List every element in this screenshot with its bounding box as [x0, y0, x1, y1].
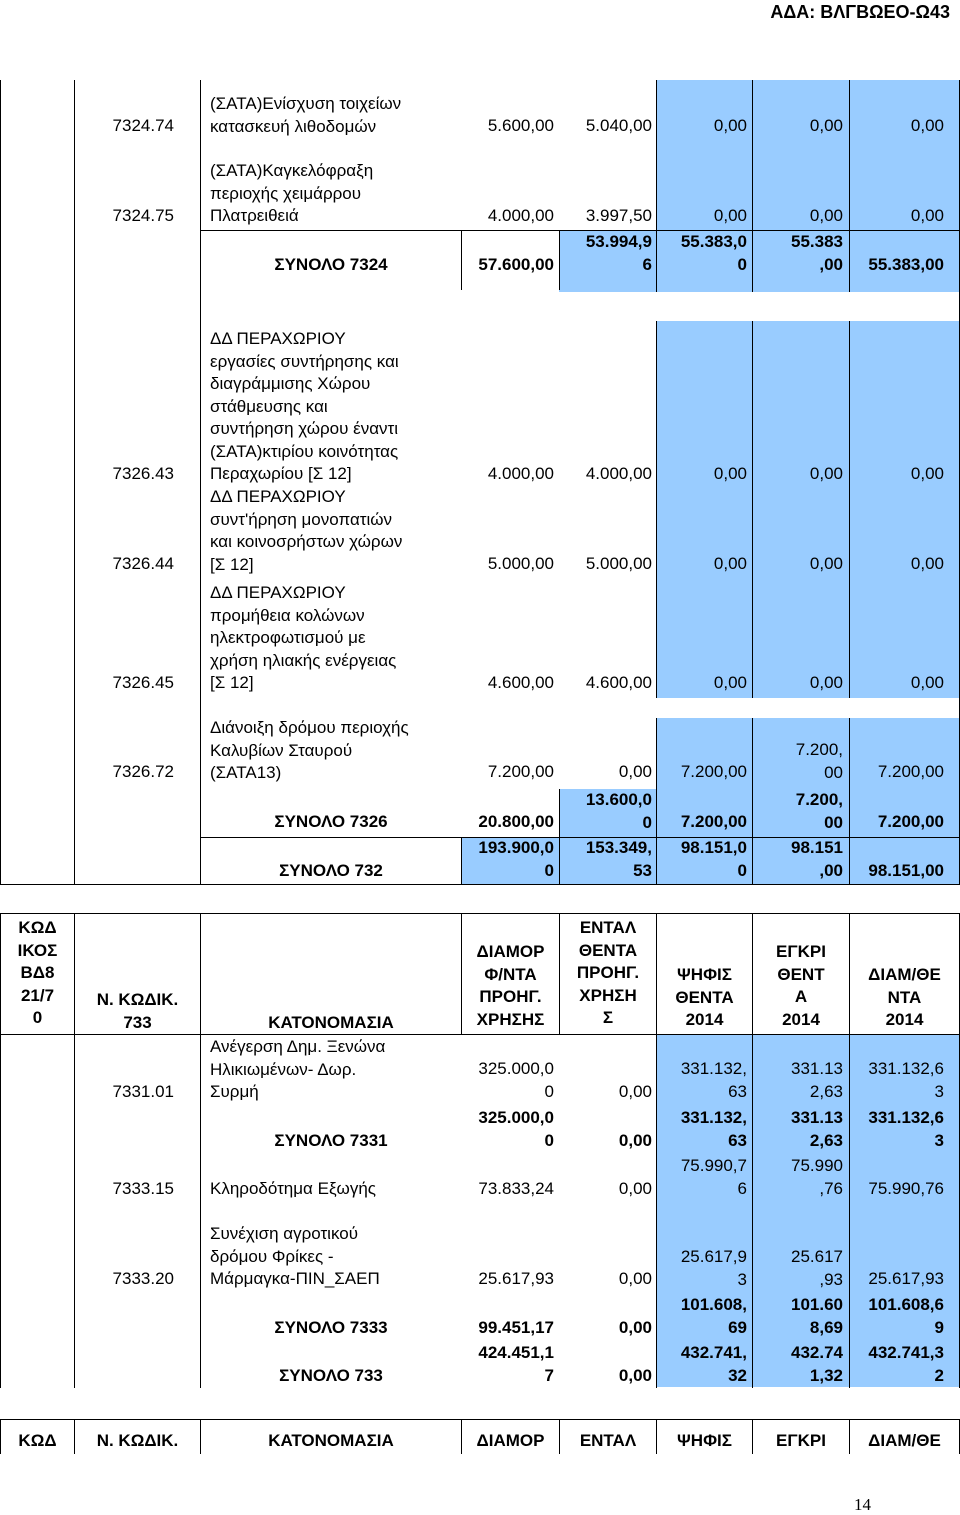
- code-cell: 7326.44: [112, 554, 174, 573]
- column-header: ΚΩΔ: [18, 1431, 57, 1450]
- value-cell: 98.151,00: [868, 861, 944, 880]
- total-label: ΣΥΝΟΛΟ 732: [279, 861, 383, 880]
- value-cell: 7.200,00: [680, 762, 747, 781]
- value-cell: 7.200,00: [680, 812, 747, 831]
- value-cell: 5.000,00: [585, 554, 652, 573]
- value-cell: 432.741, 32: [680, 1343, 747, 1385]
- code-cell: 7324.75: [112, 206, 174, 225]
- value-cell: 75.990,76: [868, 1179, 944, 1198]
- value-cell: 4.000,00: [585, 464, 652, 483]
- value-cell: 0,00: [713, 206, 747, 225]
- value-cell: 55.383,00: [868, 255, 944, 274]
- value-cell: 331.132,6 3: [868, 1108, 944, 1150]
- value-cell: 325.000,0 0: [478, 1059, 554, 1101]
- value-cell: 4.000,00: [487, 464, 554, 483]
- value-cell: 0,00: [809, 464, 843, 483]
- value-cell: 0,00: [713, 464, 747, 483]
- column-header: ΕΝΤΑΛ: [579, 1431, 637, 1450]
- value-cell: 7.200, 00: [795, 740, 843, 782]
- value-cell: 99.451,17: [478, 1318, 554, 1337]
- code-cell: 7333.20: [112, 1269, 174, 1288]
- total-label: ΣΥΝΟΛΟ 733: [279, 1366, 383, 1385]
- value-cell: 0,00: [910, 464, 944, 483]
- value-cell: 331.132, 63: [680, 1108, 747, 1150]
- value-cell: 13.600,0 0: [585, 790, 652, 832]
- value-cell: 5.600,00: [487, 116, 554, 135]
- value-cell: 53.994,9 6: [585, 232, 652, 274]
- value-cell: 331.132, 63: [680, 1059, 747, 1101]
- value-cell: 98.151 ,00: [791, 838, 843, 880]
- subtotal-label: ΣΥΝΟΛΟ 7331: [274, 1131, 388, 1150]
- value-cell: 3.997,50: [585, 206, 652, 225]
- column-header: ΨΗΦΙΣ ΘΕΝΤΑ 2014: [675, 965, 734, 1029]
- value-cell: 5.040,00: [585, 116, 652, 135]
- value-cell: 424.451,1 7: [478, 1343, 554, 1385]
- value-cell: 0,00: [809, 116, 843, 135]
- code-cell: 7333.15: [112, 1179, 174, 1198]
- value-cell: 101.608,6 9: [868, 1295, 944, 1337]
- subtotal-label: ΣΥΝΟΛΟ 7333: [274, 1318, 388, 1337]
- value-cell: 0,00: [713, 116, 747, 135]
- value-cell: 0,00: [910, 206, 944, 225]
- value-cell: 0,00: [618, 1318, 652, 1337]
- code-cell: 7324.74: [112, 116, 174, 135]
- value-cell: 0,00: [809, 673, 843, 692]
- value-cell: 7.200,00: [877, 812, 944, 831]
- code-cell: 7326.72: [112, 762, 174, 781]
- name-cell: Συνέχιση αγροτικού δρόμου Φρίκες - Μάρμαγκα-ΠΙΝ_ΣΑΕΠ: [210, 1224, 380, 1288]
- column-header: ΨΗΦΙΣ: [677, 1431, 732, 1450]
- value-cell: 0,00: [713, 554, 747, 573]
- value-cell: 7.200,00: [487, 762, 554, 781]
- column-header: ΔΙΑΜ/ΘΕ: [868, 1431, 941, 1450]
- column-header: ΔΙΑΜΟΡ: [476, 1431, 545, 1450]
- value-cell: 20.800,00: [478, 812, 554, 831]
- column-header: Ν. ΚΩΔΙΚ.: [96, 1431, 179, 1450]
- ada-header: ΑΔΑ: ΒΛΓΒΩΕΟ-Ω43: [770, 2, 950, 22]
- value-cell: 98.151,0 0: [680, 838, 747, 880]
- value-cell: 0,00: [618, 1131, 652, 1150]
- name-cell: Διάνοιξη δρόμου περιοχής Καλυβίων Σταυρού (ΣΑΤΑ13): [210, 718, 409, 782]
- value-cell: 57.600,00: [478, 255, 554, 274]
- subtotal-label: ΣΥΝΟΛΟ 7326: [274, 812, 388, 831]
- value-cell: 331.132,6 3: [868, 1059, 944, 1101]
- value-cell: 55.383,0 0: [680, 232, 747, 274]
- column-header: Ν. ΚΩΔΙΚ. 733: [96, 990, 179, 1032]
- value-cell: 0,00: [910, 673, 944, 692]
- value-cell: 0,00: [910, 116, 944, 135]
- name-cell: (ΣΑΤΑ)Ενίσχυση τοιχείων κατασκευή λιθοδομών: [210, 94, 402, 136]
- value-cell: 5.000,00: [487, 554, 554, 573]
- value-cell: 25.617 ,93: [791, 1247, 843, 1289]
- name-cell: ΔΔ ΠΕΡΑΧΩΡΙΟΥ συντ'ήρηση μονοπατιών και κοινοσρήστων χώρων [Σ 12]: [210, 487, 403, 574]
- column-header: ΔΙΑΜ/ΘΕ ΝΤΑ 2014: [868, 965, 941, 1029]
- code-cell: 7326.45: [112, 673, 174, 692]
- value-cell: 25.617,93: [478, 1269, 554, 1288]
- value-cell: 55.383 ,00: [791, 232, 843, 274]
- value-cell: 325.000,0 0: [478, 1108, 554, 1150]
- value-cell: 0,00: [910, 554, 944, 573]
- value-cell: 432.741,3 2: [868, 1343, 944, 1385]
- value-cell: 153.349, 53: [585, 838, 652, 880]
- value-cell: 7.200,00: [877, 762, 944, 781]
- page-number: 14: [854, 1495, 871, 1514]
- value-cell: 0,00: [809, 554, 843, 573]
- value-cell: 4.600,00: [487, 673, 554, 692]
- value-cell: 0,00: [618, 1179, 652, 1198]
- value-cell: 0,00: [809, 206, 843, 225]
- value-cell: 4.000,00: [487, 206, 554, 225]
- column-header: ΚΑΤΟΝΟΜΑΣΙΑ: [268, 1013, 394, 1032]
- value-cell: 7.200, 00: [795, 790, 843, 832]
- name-cell: Κληροδότημα Εξωγής: [210, 1179, 376, 1198]
- value-cell: 0,00: [618, 1082, 652, 1101]
- value-cell: 0,00: [618, 1269, 652, 1288]
- name-cell: ΔΔ ΠΕΡΑΧΩΡΙΟΥ εργασίες συντήρησης και διαγράμμισης Χώρου στάθμευσης και συντήρηση χώρου έναντι (ΣΑΤΑ)κτιρίου κοινότητας Περαχωρίου [Σ 12]: [210, 329, 399, 483]
- value-cell: 0,00: [618, 762, 652, 781]
- value-cell: 75.990 ,76: [791, 1156, 843, 1198]
- value-cell: 193.900,0 0: [478, 838, 554, 880]
- value-cell: 75.990,7 6: [680, 1156, 747, 1198]
- code-cell: 7331.01: [112, 1082, 174, 1101]
- value-cell: 0,00: [618, 1366, 652, 1385]
- column-header: ΚΑΤΟΝΟΜΑΣΙΑ: [268, 1431, 394, 1450]
- name-cell: Ανέγερση Δημ. Ξενώνα Ηλικιωμένων- Δωρ. Συρμή: [210, 1037, 386, 1101]
- value-cell: 25.617,93: [868, 1269, 944, 1288]
- value-cell: 0,00: [713, 673, 747, 692]
- value-cell: 101.60 8,69: [791, 1295, 843, 1337]
- column-header: ΕΝΤΑΛ ΘΕΝΤΑ ΠΡΟΗΓ. ΧΡΗΣΗ Σ: [576, 918, 640, 1027]
- value-cell: 331.13 2,63: [791, 1059, 843, 1101]
- name-cell: ΔΔ ΠΕΡΑΧΩΡΙΟΥ προμήθεια κολώνων ηλεκτροφωτισμού με χρήση ηλιακής ενέργειας [Σ 12]: [210, 583, 397, 692]
- value-cell: 25.617,9 3: [680, 1247, 747, 1289]
- subtotal-label: ΣΥΝΟΛΟ 7324: [274, 255, 388, 274]
- name-cell: (ΣΑΤΑ)Καγκελόφραξη περιοχής χειμάρρου Πλατρειθειά: [210, 161, 374, 225]
- column-header: ΕΓΚΡΙ ΘΕΝΤ Α 2014: [776, 942, 826, 1029]
- value-cell: 73.833,24: [478, 1179, 554, 1198]
- value-cell: 4.600,00: [585, 673, 652, 692]
- value-cell: 101.608, 69: [680, 1295, 747, 1337]
- column-header: ΔΙΑΜΟΡ Φ/ΝΤΑ ΠΡΟΗΓ. ΧΡΗΣΗΣ: [476, 942, 545, 1029]
- value-cell: 331.13 2,63: [791, 1108, 843, 1150]
- column-header: ΕΓΚΡΙ: [776, 1431, 826, 1450]
- code-cell: 7326.43: [112, 464, 174, 483]
- value-cell: 432.74 1,32: [791, 1343, 843, 1385]
- column-header: ΚΩΔ ΙΚΟΣ ΒΔ8 21/7 0: [17, 918, 58, 1027]
